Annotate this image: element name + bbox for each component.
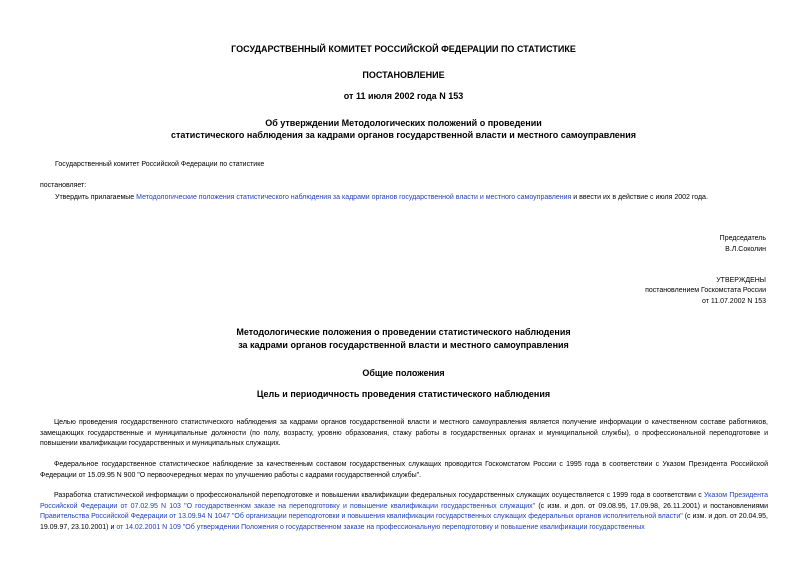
methodology-link[interactable]: Методологические положения статистического наблюдения за кадрами органов государственной власти и местного самоуправления bbox=[136, 194, 572, 201]
approval-heading: УТВЕРЖДЕНЫ bbox=[716, 277, 766, 284]
approval-by: постановлением Госкомстата России bbox=[645, 287, 766, 294]
resolution-109-link[interactable]: от 14.02.2001 N 109 "Об утверждении Положения о государственном заказе на профессиональную переподготовку и повышение квалификации государственных bbox=[116, 523, 645, 531]
document-date: от 11 июля 2002 года N 153 bbox=[343, 91, 464, 101]
authority-text: Государственный комитет Российской Федерации по статистике bbox=[55, 161, 265, 168]
resolution-1047-link[interactable]: Правительства Российской Федерации от 13.09.94 N 1047 "Об организации переподготовки и повышения квалификации государственных служащих федеральных органов исполнительной власти" bbox=[40, 513, 683, 520]
annex-title-line-2: за кадрами органов государственной власти и местного самоуправления bbox=[238, 340, 569, 350]
paragraph-observation: Федеральное государственное статистическое наблюдение за качественным составом государственных служащих проводится Госкомстатом России с 1995 года в соответствии с Указом Президента Российской Федерации от 15.09.95 N 900 "О первоочередных мерах по улучшению работы с кадрами государственной службы". bbox=[40, 461, 768, 479]
document-type: ПОСТАНОВЛЕНИЕ bbox=[362, 70, 445, 80]
annex-title-line-1: Методологические положения о проведении статистического наблюдения bbox=[236, 327, 571, 337]
p3-text-c: (с изм. и доп. от 20.04.95, 19.09.97, 23.10.2001) и bbox=[40, 513, 768, 531]
approval-date: от 11.07.2002 N 153 bbox=[701, 298, 766, 305]
paragraph-purpose: Целью проведения государственного статистического наблюдения за кадрами органов государственной власти и местного самоуправления является получение информации о качественном составе работников, замещающих государственные и муниципальные должности (по полу, возрасту, уровню образования, стажу работы в государственных органах и муниципальной службы), о профессиональной переподготовке и повышении квалификации государственных и муниципальных служащих. bbox=[40, 419, 768, 447]
p3-text-b: (с изм. и доп. от 09.08.95, 17.09.98, 26.11.2001) и постановлениями bbox=[538, 502, 769, 510]
p3-text-a: Разработка статистической информации о профессиональной переподготовке и повышении квалификации федеральных государственных служащих осуществляется с 1999 года в соответствии с bbox=[54, 492, 702, 499]
approve-prefix: Утвердить прилагаемые bbox=[55, 194, 135, 201]
section-heading: Общие положения bbox=[362, 368, 445, 378]
signature-name: В.Л.Соколин bbox=[725, 246, 766, 253]
approve-suffix: и ввести их в действие с июля 2002 года. bbox=[573, 194, 708, 201]
decree-103-link[interactable]: Указом Президента Российской Федерации от 07.02.95 N 103 "О государственном заказе на переподготовку и повышение квалификации государственных служащих" bbox=[40, 492, 768, 510]
subsection-heading: Цель и периодичность проведения статистического наблюдения bbox=[256, 389, 551, 399]
resolves-text: постановляет: bbox=[40, 182, 87, 189]
approve-sentence bbox=[55, 193, 708, 203]
document-title-line-1: Об утверждении Методологических положений о проведении bbox=[265, 118, 542, 128]
document-title-line-2: статистического наблюдения за кадрами органов государственной власти и местного самоуправления bbox=[170, 130, 637, 140]
paragraph-development bbox=[40, 491, 768, 533]
committee-heading: ГОСУДАРСТВЕННЫЙ КОМИТЕТ РОССИЙСКОЙ ФЕДЕРАЦИИ ПО СТАТИСТИКЕ bbox=[231, 44, 576, 54]
signature-position: Председатель bbox=[719, 235, 766, 242]
